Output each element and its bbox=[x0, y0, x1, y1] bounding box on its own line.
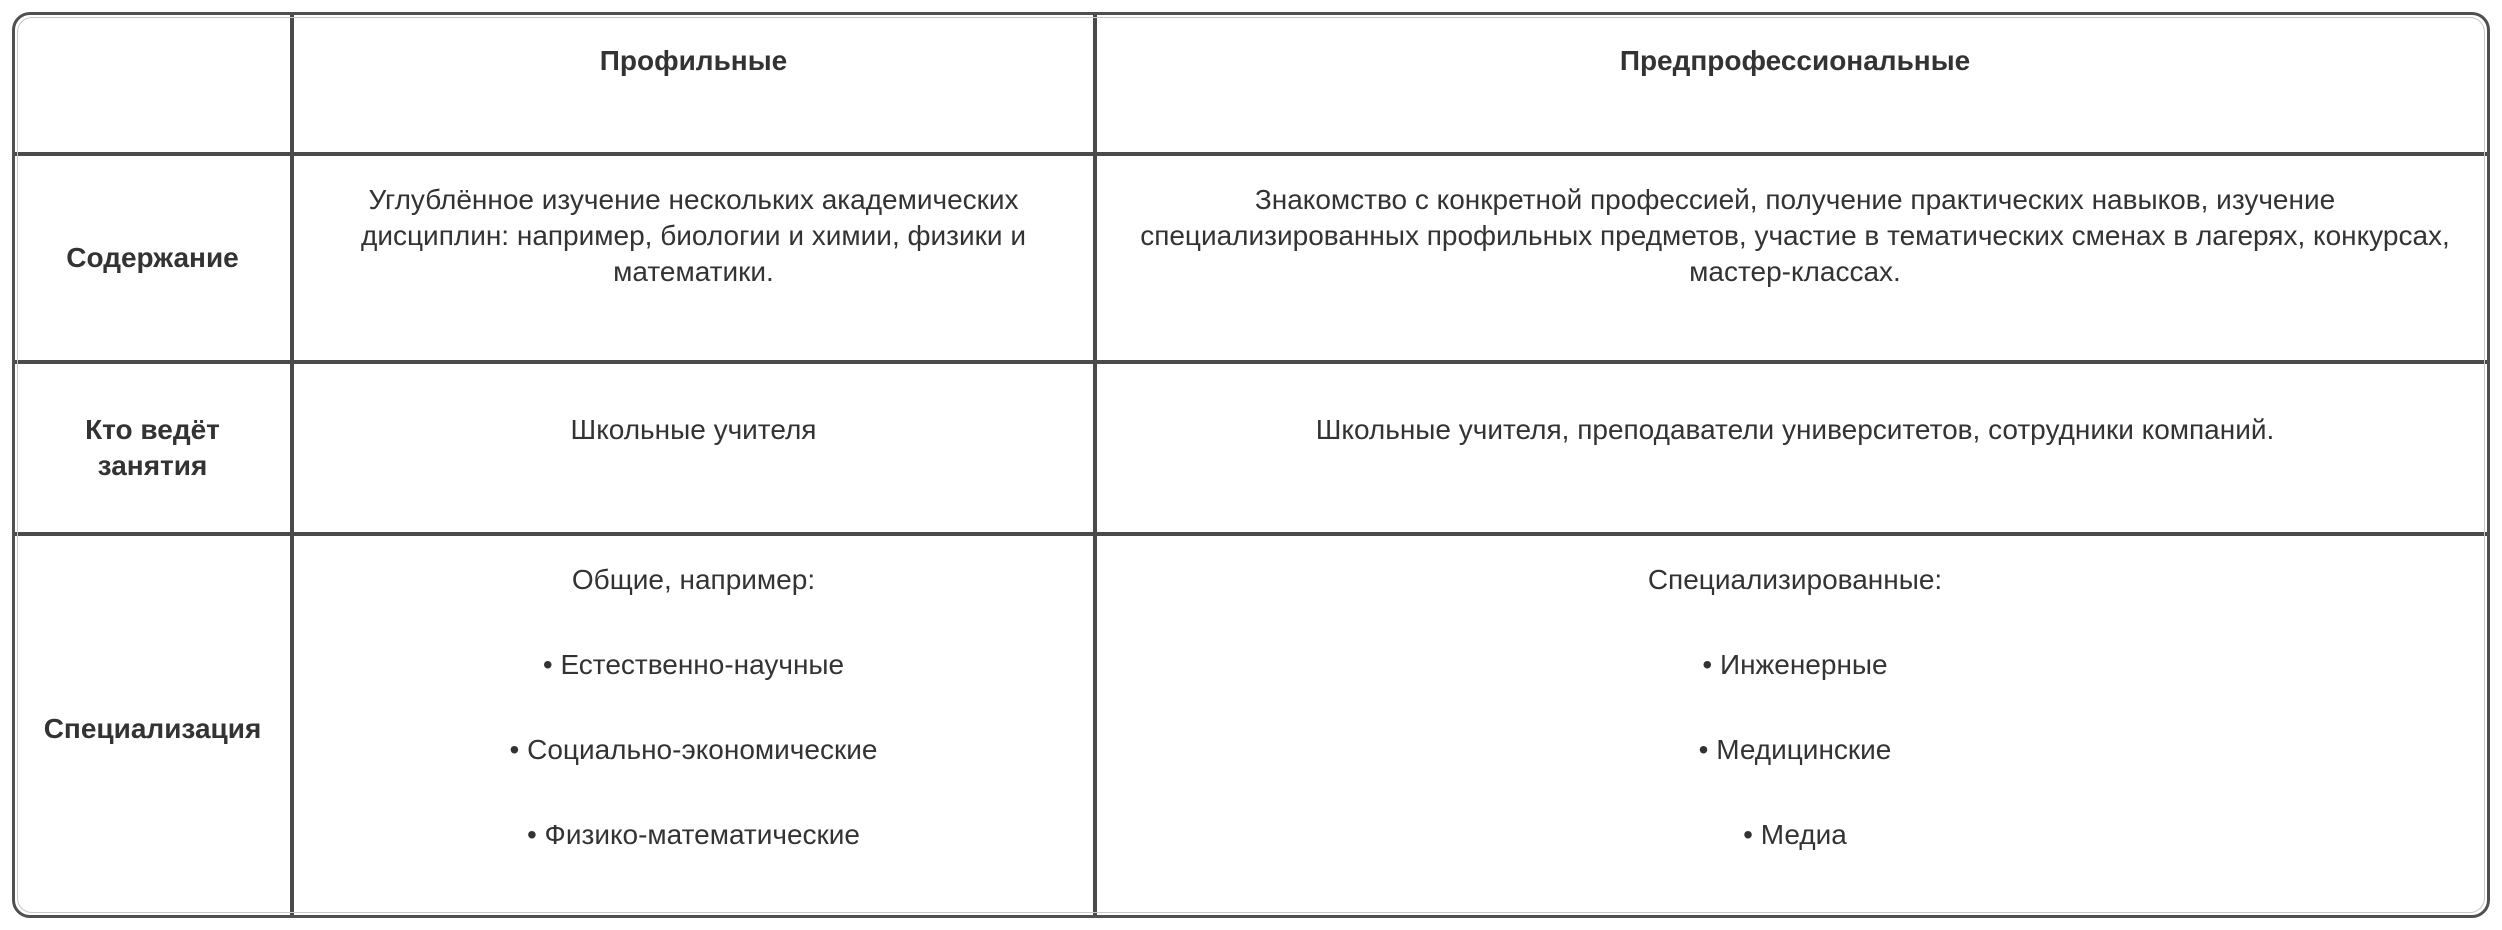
table-row-teachers bbox=[15, 362, 2490, 534]
list-item: • Медицинские bbox=[1698, 734, 1892, 765]
row-header-teachers: Кто ведёт занятия bbox=[15, 362, 292, 534]
table-row-specialization bbox=[15, 534, 2490, 918]
row-header-content: Содержание bbox=[15, 154, 292, 362]
table-header-row bbox=[15, 15, 2490, 154]
list-item: • Инженерные bbox=[1702, 649, 1888, 680]
header-cell-preprofessional: Предпрофессиональные bbox=[1095, 15, 2490, 154]
header-cell-profile: Профильные bbox=[292, 15, 1095, 154]
list-item: • Медиа bbox=[1743, 819, 1847, 850]
table-row-content bbox=[15, 154, 2490, 362]
cell-teachers-preprofessional: Школьные учителя, преподаватели университетов, сотрудники компаний. bbox=[1095, 362, 2490, 534]
table-grid bbox=[15, 15, 2490, 918]
spec-intro-profile: Общие, например: bbox=[571, 564, 816, 595]
comparison-table bbox=[12, 12, 2490, 918]
spec-intro-preprofessional: Специализированные: bbox=[1647, 564, 1943, 595]
list-item: • Физико-математические bbox=[526, 819, 861, 850]
list-item: • Естественно-научные bbox=[542, 649, 845, 680]
cell-content-profile: Углублённое изучение нескольких академических дисциплин: например, биологии и химии, физики и математики. bbox=[292, 154, 1095, 362]
list-item: • Социально-экономические bbox=[509, 734, 878, 765]
cell-specialization-profile bbox=[292, 534, 1095, 918]
row-header-specialization: Специализация bbox=[15, 534, 292, 918]
cell-content-preprofessional: Знакомство с конкретной профессией, получение практических навыков, изучение специализированных профильных предметов, участие в тематических сменах в лагерях, конкурсах, мастер-классах. bbox=[1095, 154, 2490, 362]
header-cell-empty bbox=[15, 15, 292, 154]
cell-specialization-preprofessional bbox=[1095, 534, 2490, 918]
cell-teachers-profile: Школьные учителя bbox=[292, 362, 1095, 534]
